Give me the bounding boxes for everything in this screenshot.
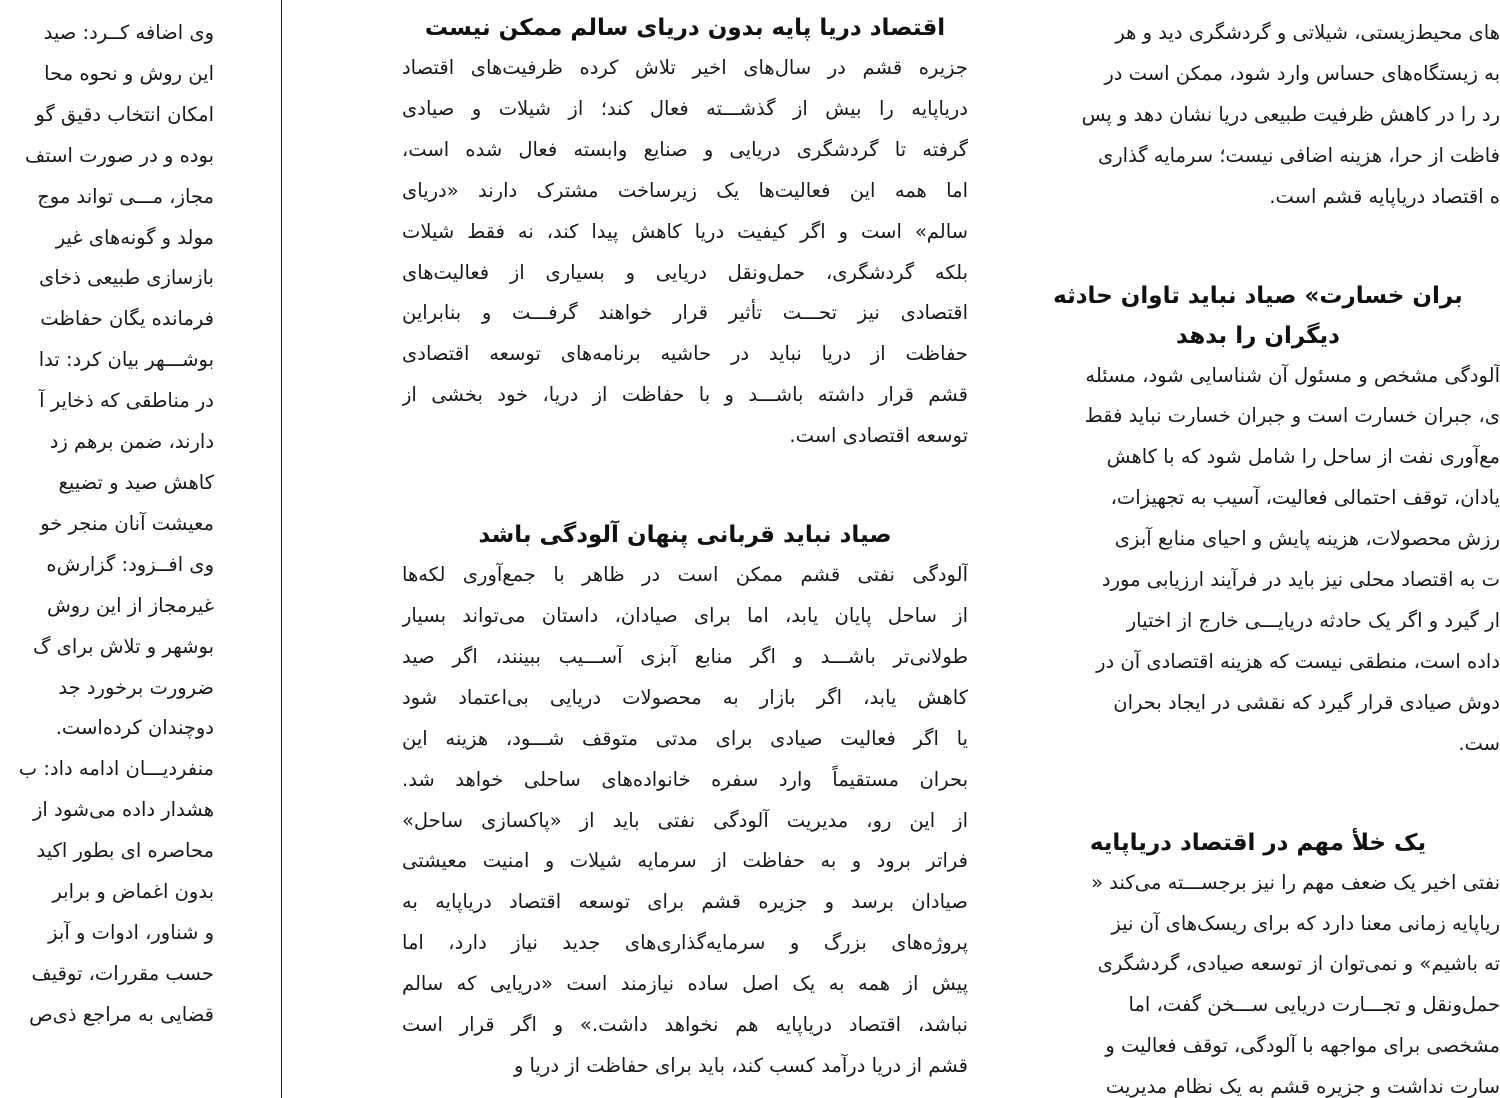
middle-article-column	[402, 0, 968, 1098]
section-heading: صیاد نباید قربانی پنهان آلودگی باشد	[478, 522, 892, 549]
text-line: مع‌آوری نفت از ساحل را شامل شود که با کاهش	[1106, 445, 1500, 469]
text-line: پیش از همه به یک اصل ساده نیازمند است «دریایی که سالم	[402, 972, 968, 996]
text-line: ست.	[1458, 731, 1500, 755]
text-line: منفردیـــان ادامه داد: ب	[18, 757, 214, 781]
text-line: از این رو، مدیریت آلودگی نفتی باید از «پاکسازی ساحل»	[402, 808, 968, 832]
text-line: جزیره قشم در سال‌های اخیر تلاش کرده ظرفیت‌های اقتصاد	[402, 56, 968, 79]
text-line: ریاپایه زمانی معنا دارد که برای ریسک‌های آن نیز	[1111, 911, 1500, 935]
text-line: از ساحل پایان یابد، اما برای صیادان، داستان می‌تواند بسیار	[402, 603, 968, 627]
text-line: کاهش صید و تضییع	[58, 470, 214, 494]
text-line: ی، جبران خسارت است و جبران خسارت نباید فقط	[1084, 404, 1500, 428]
text-line: داده است، منطقی نیست که هزینه اقتصادی آن در	[1096, 649, 1500, 673]
text-line: ه اقتصاد دریاپایه قشم است.	[1269, 184, 1500, 208]
text-line: محاصره ای بطور اکید	[36, 839, 214, 863]
text-line: حفاظت از دریا نباید در حاشیه برنامه‌های توسعه اقتصادی	[402, 342, 968, 366]
text-line: قضایی به مراجع ذی‌ص	[29, 1002, 214, 1026]
right-column-text	[1016, 0, 1500, 1098]
text-line: گرفته تا گردشگری دریایی و صنایع وابسته فعال شده است،	[402, 137, 968, 161]
section-heading: دیگران را بدهد	[1176, 322, 1340, 349]
text-line: کاهش یابد، اگر بازار به محصولات دریایی بی‌اعتماد شود	[402, 685, 968, 709]
text-line: صیادان برسد و جزیره قشم برای توسعه اقتصاد دریاپایه به	[402, 890, 968, 914]
text-line: نباشد، اقتصاد دریاپایه هم نخواهد داشت.» و اگر قرار است	[402, 1013, 968, 1037]
section-gap	[402, 457, 968, 515]
text-line: وی افــزود: گزارش‌ه	[46, 552, 214, 576]
text-line: هشدار داده می‌شود از	[33, 798, 214, 822]
text-line: رزش محصولات، هزینه پایش و احیای منابع آبزی	[1114, 527, 1500, 551]
left-column-text	[0, 0, 214, 1036]
section-heading: یک خلأ مهم در اقتصاد دریاپایه	[1089, 829, 1427, 856]
text-line: بحران مستقیماً وارد سفره خانواده‌های ساحلی خواهد شد.	[402, 767, 968, 791]
text-line: بدون اغماض و برابر	[52, 880, 214, 904]
text-line: دریاپایه را بیش از گذشـــته فعال کند؛ از شیلات و صیادی	[402, 96, 968, 120]
text-line: بازسازی طبیعی ذخای	[38, 266, 214, 290]
text-line: آلودگی نفتی قشم ممکن است در ظاهر با جمع‌آوری لکه‌ها	[402, 563, 968, 587]
text-line: یا اگر فعالیت صیادی برای مدتی متوقف شـــود، هزینه این	[402, 726, 968, 750]
text-line: و شناور، ادوات و آبز	[48, 920, 214, 944]
text-line: امکان انتخاب دقیق گو	[35, 102, 214, 126]
text-line: ته باشیم» و نمی‌توان از توسعه صیادی، گردشگری	[1097, 952, 1500, 976]
text-line: مجاز، مـــی تواند موج	[37, 184, 214, 208]
text-line: سالم» است و اگر کیفیت دریا کاهش پیدا کند، نه فقط شیلات	[402, 219, 968, 243]
text-line: طولانی‌تر باشـــد و اگر منابع آبزی آســـیب ببینند، اگر صید	[402, 644, 968, 668]
text-line: مشخصی برای مواجهه با آلودگی، توقف فعالیت و	[1105, 1034, 1500, 1058]
text-line: به زیستگاه‌های حساس وارد شود، ممکن است در	[1104, 61, 1500, 85]
text-line: قشم قرار داشته باشـــد و با حفاظت از دریا، خود بخشی از	[402, 383, 968, 407]
text-line: ضرورت برخورد جد	[58, 675, 214, 699]
section-gap	[1016, 218, 1500, 276]
section-heading: بران خسارت» صیاد نباید تاوان حادثه	[1053, 282, 1463, 309]
text-line: دوش صیادی قرار گیرد که نقشی در ایجاد بحران	[1113, 690, 1500, 714]
text-line: اما همه این فعالیت‌ها یک زیرساخت مشترک دارند «دریای	[402, 178, 968, 202]
section-heading: اقتصاد دریا پایه بدون دریای سالم ممکن نیست	[424, 15, 946, 41]
left-article-column	[0, 0, 214, 1098]
text-line: حمل‌ونقل و تجـــارت دریایی ســـخن گفت، اما	[1128, 993, 1500, 1017]
text-line: نفتی اخیر یک ضعف مهم را نیز برجســـته می‌کند «	[1091, 870, 1500, 894]
text-line: قشم از دریا درآمد کسب کند، باید برای حفاظت از دریا و	[513, 1053, 968, 1077]
text-line: حسب مقررات، توقیف	[31, 961, 214, 985]
text-line: ار گیرد و اگر یک حادثه دریایـــی خارج از اختیار	[1126, 608, 1500, 632]
text-line: های محیط‌زیستی، شیلاتی و گردشگری دید و هر	[1115, 21, 1500, 44]
text-line: دارند، ضمن برهم زد	[49, 430, 214, 454]
text-line: آلودگی مشخص و مسئول آن شناسایی شود، مسئله	[1085, 363, 1500, 387]
text-line: دوچندان کرده‌است.	[55, 716, 214, 740]
text-line: وی اضافه کــرد: صید	[43, 21, 214, 44]
middle-column-text	[402, 0, 968, 1087]
text-line: یادان، توقف احتمالی فعالیت، آسیب به تجهیزات،	[1110, 486, 1500, 510]
text-line: اقتصادی نیز تحـــت تأثیر قرار خواهند گرفـــت و بنابراین	[402, 301, 968, 325]
text-line: معیشت آنان منجر خو	[40, 511, 214, 535]
text-line: بوده و در صورت استف	[25, 143, 214, 167]
text-line: بلکه گردشگری، حمل‌ونقل دریایی و بسیاری از فعالیت‌های	[402, 260, 968, 284]
text-line: فاظت از حرا، هزینه اضافی نیست؛ سرمایه گذاری	[1097, 143, 1500, 167]
text-line: بوشهر و تلاش برای گ	[33, 634, 214, 658]
text-line: در مناطقی که ذخایر آ	[39, 389, 214, 413]
text-line: رد را در کاهش ظرفیت طبیعی دریا نشان دهد و پس	[1081, 102, 1500, 126]
text-line: پروژه‌های بزرگ و سرمایه‌گذاری‌های جدید نیاز دارد، اما	[402, 931, 968, 955]
text-line: بوشـــهر بیان کرد: تدا	[38, 348, 214, 372]
text-line: غیرمجاز از این روش	[47, 593, 214, 617]
text-line: ت به اقتصاد محلی نیز باید در فرآیند ارزیابی مورد	[1101, 568, 1500, 592]
text-line: فراتر برود و به حفاظت از سرمایه شیلات و امنیت معیشتی	[402, 849, 968, 873]
column-divider	[281, 0, 282, 1098]
text-line: این روش و نحوه محا	[44, 61, 214, 85]
section-gap	[1016, 765, 1500, 823]
text-line: سارت نداشت و جزیره قشم به یک نظام مدیریت	[1105, 1075, 1500, 1098]
text-line: فرمانده یگان حفاظت	[40, 307, 214, 331]
right-article-column	[1016, 0, 1500, 1098]
text-line: توسعه اقتصادی است.	[789, 424, 968, 448]
text-line: مولد و گونه‌های غیر	[55, 225, 214, 249]
